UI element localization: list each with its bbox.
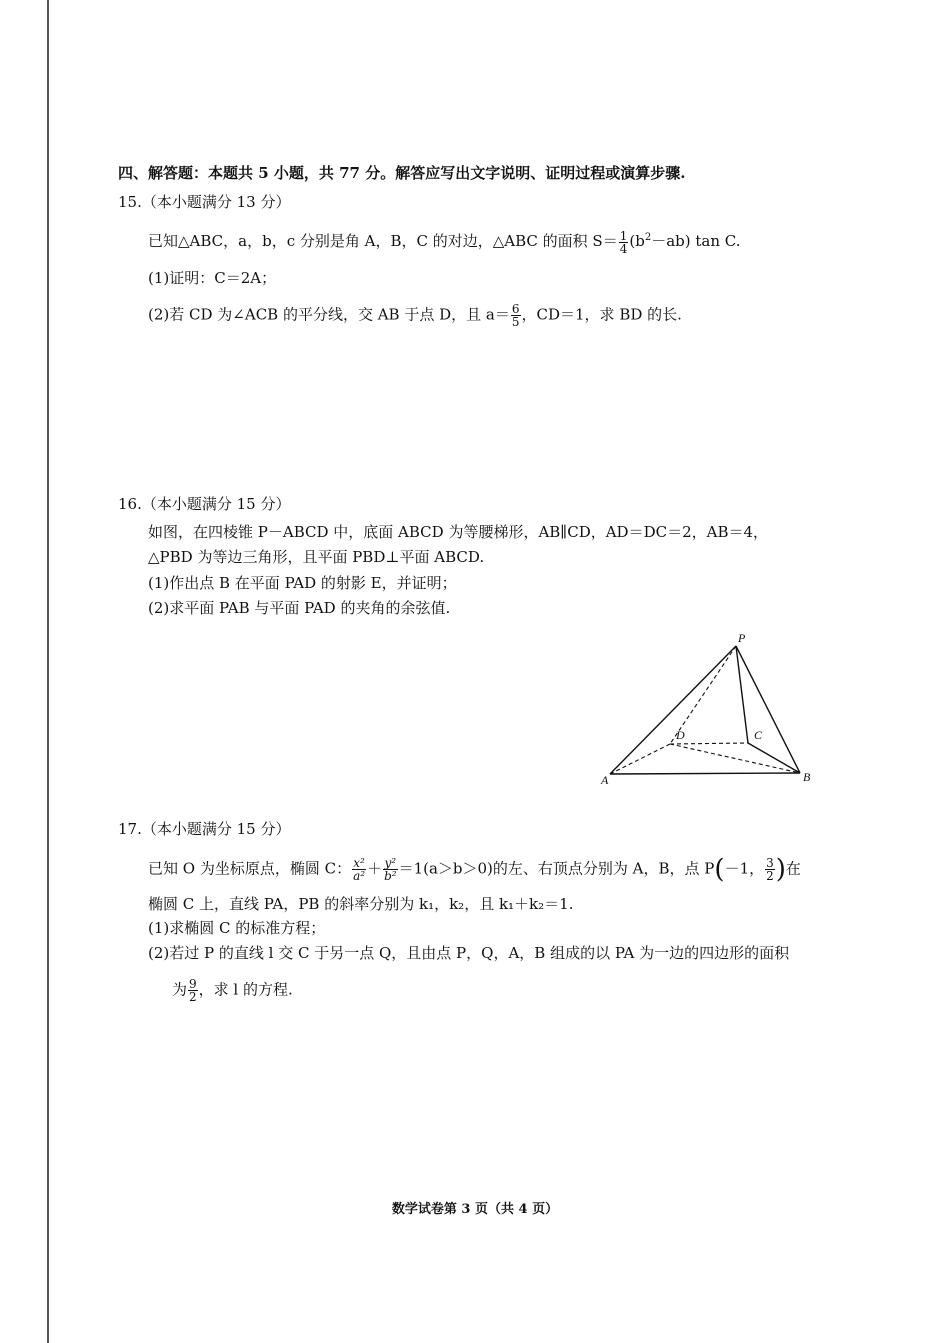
label-B: B — [803, 770, 811, 784]
page-margin-line — [47, 0, 49, 1343]
fraction-one-fourth — [619, 230, 629, 255]
frac-den: 5 — [511, 315, 520, 329]
edge-AB — [610, 773, 800, 774]
frac-num: 9 — [189, 977, 197, 991]
q16-line2: △PBD 为等边三角形，且平面 PBD⊥平面 ABCD. — [148, 548, 485, 566]
q17-line1-text: 已知 O 为坐标原点，椭圆 C： — [148, 859, 352, 878]
q17-header: 17.（本小题满分 15 分） — [118, 820, 291, 838]
edge-DC — [670, 743, 748, 744]
edge-PA — [610, 646, 736, 774]
frac-den: 2 — [766, 869, 774, 883]
q17-part2: (2)若过 P 的直线 l 交 C 于另一点 Q，且由点 P，Q，A，B 组成的以 PA 为一边的四边形的面积 — [148, 944, 790, 962]
q17-line1 — [148, 854, 801, 885]
label-D: D — [676, 728, 685, 742]
q15-part2 — [148, 303, 682, 328]
frac-den: a² — [353, 869, 366, 883]
fraction-nine-halves — [188, 978, 198, 1003]
label-C: C — [754, 728, 763, 742]
frac-num: 3 — [766, 856, 774, 870]
edge-PC — [736, 646, 748, 743]
q15-part2-text: (2)若 CD 为∠ACB 的平分线，交 AB 于点 D，且 a＝ — [148, 305, 510, 324]
q17-p3-b: ，求 l 的方程. — [198, 980, 293, 999]
plus-sign: ＋ — [367, 859, 383, 878]
section-title: 四、解答题：本题共 5 小题，共 77 分。解答应写出文字说明、证明过程或演算步骤. — [118, 164, 686, 182]
q17-line1-end: 在 — [785, 859, 801, 878]
q15-stem-text: 已知△ABC，a，b，c 分别是角 A，B，C 的对边，△ABC 的面积 S＝ — [148, 232, 618, 250]
frac-num: y² — [384, 856, 397, 870]
q15-sup: 2 — [644, 232, 652, 243]
frac-den: 4 — [619, 241, 628, 256]
fraction-x2-a2 — [352, 857, 366, 882]
q15-stem-c: －ab) tan C. — [651, 232, 741, 250]
q17-part1: (1)求椭圆 C 的标准方程； — [148, 919, 326, 937]
fraction-y2-b2 — [383, 857, 398, 882]
q15-stem-b: (b — [629, 232, 645, 250]
frac-den: 2 — [189, 990, 197, 1004]
fraction-three-halves — [765, 857, 775, 882]
q15-part1: (1)证明：C＝2A； — [148, 269, 277, 287]
q17-part2-cont — [172, 978, 293, 1003]
edge-AD — [610, 744, 670, 774]
q15-stem — [148, 228, 740, 255]
point-x: －1， — [724, 859, 765, 878]
page-footer: 数学试卷第 3 页（共 4 页） — [391, 1202, 559, 1217]
frac-num: 6 — [511, 302, 520, 316]
q16-line1: 如图，在四棱锥 P－ABCD 中，底面 ABCD 为等腰梯形，AB∥CD，AD＝DC＝2，AB＝4， — [148, 523, 769, 541]
right-paren: ) — [775, 854, 786, 885]
left-paren: ( — [714, 854, 725, 885]
q16-header: 16.（本小题满分 15 分） — [118, 495, 291, 513]
fraction-six-fifths — [511, 303, 521, 328]
edge-DB — [670, 744, 800, 773]
q15-header: 15.（本小题满分 13 分） — [118, 193, 291, 211]
q17-line1-mid: ＝1(a＞b＞0)的左、右顶点分别为 A，B，点 P — [398, 859, 715, 878]
frac-num: 1 — [619, 228, 628, 243]
q15-part2-end: ，CD＝1，求 BD 的长. — [521, 305, 682, 324]
pyramid-figure — [598, 628, 823, 788]
label-P: P — [738, 631, 746, 645]
label-A: A — [601, 773, 609, 787]
q17-line2: 椭圆 C 上，直线 PA，PB 的斜率分别为 k₁，k₂，且 k₁＋k₂＝1. — [148, 895, 574, 913]
q16-part1: (1)作出点 B 在平面 PAD 的射影 E，并证明； — [148, 574, 457, 592]
q16-part2: (2)求平面 PAB 与平面 PAD 的夹角的余弦值. — [148, 599, 451, 617]
frac-den: b² — [384, 869, 397, 883]
frac-num: x² — [353, 856, 365, 870]
q17-p3-a: 为 — [172, 980, 188, 999]
